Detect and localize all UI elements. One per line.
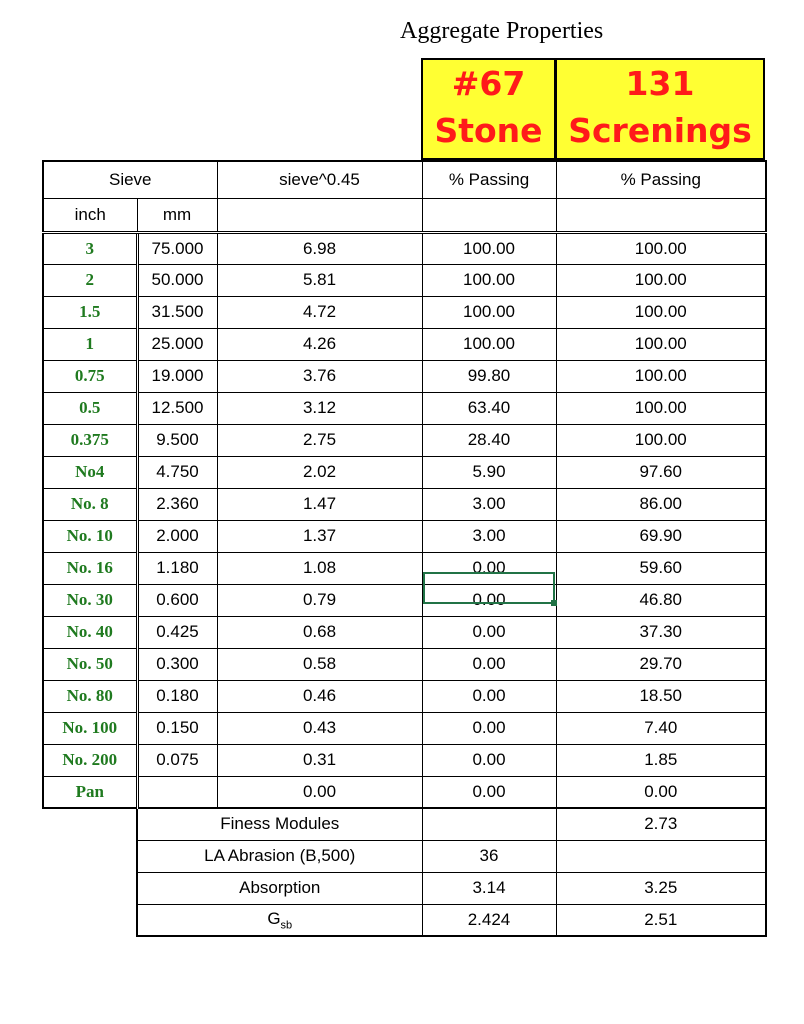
summary-label[interactable]: LA Abrasion (B,500) xyxy=(137,840,422,872)
material-name: Screnings xyxy=(568,111,752,150)
sieve-exp-cell[interactable]: 0.43 xyxy=(217,712,422,744)
material-code: #67 xyxy=(451,64,526,103)
passing-screenings-cell[interactable]: 100.00 xyxy=(556,232,766,264)
passing-screenings-cell[interactable]: 37.30 xyxy=(556,616,766,648)
passing-header-1[interactable]: % Passing xyxy=(422,161,556,198)
table-row xyxy=(43,520,766,552)
summary-row xyxy=(43,872,766,904)
passing-stone-cell[interactable]: 100.00 xyxy=(422,328,556,360)
summary-screenings-value[interactable]: 2.73 xyxy=(556,808,766,840)
passing-screenings-cell[interactable]: 18.50 xyxy=(556,680,766,712)
sieve-exp-cell[interactable]: 4.26 xyxy=(217,328,422,360)
sieve-exp-cell[interactable]: 1.08 xyxy=(217,552,422,584)
sieve-mm-cell[interactable]: 1.180 xyxy=(137,552,217,584)
summary-row xyxy=(43,840,766,872)
passing-stone-cell[interactable]: 100.00 xyxy=(422,296,556,328)
sieve-mm-cell[interactable]: 0.300 xyxy=(137,648,217,680)
summary-stone-value[interactable]: 2.424 xyxy=(422,904,556,936)
summary-stone-value[interactable]: 3.14 xyxy=(422,872,556,904)
table-row xyxy=(43,232,766,264)
sieve-exp-cell[interactable]: 5.81 xyxy=(217,264,422,296)
passing-screenings-cell[interactable]: 29.70 xyxy=(556,648,766,680)
passing-stone-cell[interactable]: 3.00 xyxy=(422,520,556,552)
mm-header[interactable]: mm xyxy=(137,198,217,232)
sieve-inch-cell[interactable]: 0.75 xyxy=(43,360,137,392)
summary-stone-value[interactable]: 36 xyxy=(422,840,556,872)
sieve-inch-cell[interactable]: No. 30 xyxy=(43,584,137,616)
gsb-subscript: sb xyxy=(280,918,293,931)
passing-stone-cell[interactable]: 3.00 xyxy=(422,488,556,520)
passing-stone-cell[interactable]: 28.40 xyxy=(422,424,556,456)
passing-screenings-cell[interactable]: 86.00 xyxy=(556,488,766,520)
summary-row xyxy=(43,904,766,936)
passing-screenings-cell[interactable]: 69.90 xyxy=(556,520,766,552)
sieve-mm-cell[interactable]: 9.500 xyxy=(137,424,217,456)
passing-screenings-cell[interactable]: 59.60 xyxy=(556,552,766,584)
summary-screenings-value[interactable]: 2.51 xyxy=(556,904,766,936)
passing-stone-cell[interactable]: 99.80 xyxy=(422,360,556,392)
table-row xyxy=(43,616,766,648)
sieve-inch-cell[interactable]: No. 50 xyxy=(43,648,137,680)
empty-cell[interactable] xyxy=(217,198,422,232)
passing-screenings-cell[interactable]: 100.00 xyxy=(556,360,766,392)
header-row xyxy=(43,161,766,198)
passing-screenings-cell[interactable]: 97.60 xyxy=(556,456,766,488)
passing-header-2[interactable]: % Passing xyxy=(556,161,766,198)
table-row xyxy=(43,776,766,808)
table-row xyxy=(43,680,766,712)
material-header-stone[interactable] xyxy=(421,58,556,160)
sieve-mm-cell[interactable]: 0.600 xyxy=(137,584,217,616)
passing-stone-cell[interactable]: 0.00 xyxy=(422,616,556,648)
sieve-mm-cell[interactable]: 12.500 xyxy=(137,392,217,424)
table-row xyxy=(43,584,766,616)
sieve-inch-cell[interactable]: No. 16 xyxy=(43,552,137,584)
empty-cell[interactable] xyxy=(422,198,556,232)
passing-screenings-cell[interactable]: 100.00 xyxy=(556,392,766,424)
table-row xyxy=(43,296,766,328)
summary-screenings-value[interactable] xyxy=(556,840,766,872)
material-header-screenings[interactable] xyxy=(555,58,765,160)
table-row xyxy=(43,424,766,456)
sieve-table xyxy=(42,160,767,937)
empty-cell[interactable] xyxy=(556,198,766,232)
passing-screenings-cell[interactable]: 100.00 xyxy=(556,296,766,328)
passing-screenings-cell[interactable]: 0.00 xyxy=(556,776,766,808)
sieve-inch-cell[interactable]: No. 8 xyxy=(43,488,137,520)
sieve-inch-cell[interactable]: No. 200 xyxy=(43,744,137,776)
sieve-inch-cell[interactable]: 3 xyxy=(43,232,137,264)
sieve-mm-cell[interactable]: 0.180 xyxy=(137,680,217,712)
gsb-main: G xyxy=(267,908,281,928)
sieve-inch-cell[interactable]: No. 80 xyxy=(43,680,137,712)
table-row xyxy=(43,328,766,360)
sieve-mm-cell[interactable]: 50.000 xyxy=(137,264,217,296)
table-row xyxy=(43,712,766,744)
passing-stone-cell[interactable]: 0.00 xyxy=(422,680,556,712)
spacer-cell xyxy=(43,840,137,872)
table-row xyxy=(43,360,766,392)
material-code: 131 xyxy=(625,64,695,103)
sieve-inch-cell[interactable]: No. 40 xyxy=(43,616,137,648)
sieve-inch-cell[interactable]: 2 xyxy=(43,264,137,296)
subheader-row xyxy=(43,198,766,232)
passing-stone-cell[interactable]: 100.00 xyxy=(422,232,556,264)
spacer-cell xyxy=(43,808,137,840)
passing-stone-cell[interactable]: 0.00 xyxy=(422,712,556,744)
sieve-inch-cell[interactable]: 1 xyxy=(43,328,137,360)
sieve-inch-cell[interactable]: No. 10 xyxy=(43,520,137,552)
sieve-header[interactable]: Sieve xyxy=(43,161,217,198)
selected-cell-highlight xyxy=(423,572,555,604)
sieve-mm-cell[interactable]: 25.000 xyxy=(137,328,217,360)
passing-stone-cell[interactable]: 0.00 xyxy=(422,648,556,680)
table-row xyxy=(43,456,766,488)
passing-stone-cell[interactable]: 0.00 xyxy=(422,744,556,776)
sieve-exp-cell[interactable]: 4.72 xyxy=(217,296,422,328)
sieve-exp-cell[interactable]: 3.76 xyxy=(217,360,422,392)
sieve-mm-cell[interactable]: 0.150 xyxy=(137,712,217,744)
sieve-mm-cell[interactable]: 31.500 xyxy=(137,296,217,328)
passing-screenings-cell[interactable]: 100.00 xyxy=(556,264,766,296)
material-name: Stone xyxy=(434,111,543,150)
spacer-cell xyxy=(43,872,137,904)
spacer-cell xyxy=(43,904,137,936)
summary-row xyxy=(43,808,766,840)
sieve-exp-header[interactable]: sieve^0.45 xyxy=(217,161,422,198)
sieve-mm-cell[interactable]: 2.360 xyxy=(137,488,217,520)
sieve-mm-cell[interactable] xyxy=(137,776,217,808)
table-row xyxy=(43,744,766,776)
passing-screenings-cell[interactable]: 100.00 xyxy=(556,328,766,360)
sieve-exp-cell[interactable]: 1.47 xyxy=(217,488,422,520)
sieve-inch-cell[interactable]: 0.375 xyxy=(43,424,137,456)
passing-stone-cell[interactable]: 0.00 xyxy=(422,552,556,584)
sieve-mm-cell[interactable]: 19.000 xyxy=(137,360,217,392)
sieve-mm-cell[interactable]: 0.075 xyxy=(137,744,217,776)
table-row xyxy=(43,488,766,520)
table-row xyxy=(43,648,766,680)
sieve-mm-cell[interactable]: 4.750 xyxy=(137,456,217,488)
sieve-mm-cell[interactable]: 75.000 xyxy=(137,232,217,264)
sieve-exp-cell[interactable]: 0.00 xyxy=(217,776,422,808)
sieve-exp-cell[interactable]: 0.46 xyxy=(217,680,422,712)
sieve-mm-cell[interactable]: 0.425 xyxy=(137,616,217,648)
table-row xyxy=(43,264,766,296)
sieve-exp-cell[interactable]: 0.68 xyxy=(217,616,422,648)
sieve-exp-cell[interactable]: 1.37 xyxy=(217,520,422,552)
passing-screenings-cell[interactable]: 1.85 xyxy=(556,744,766,776)
sieve-inch-cell[interactable]: 0.5 xyxy=(43,392,137,424)
sieve-inch-cell[interactable]: No4 xyxy=(43,456,137,488)
inch-header[interactable]: inch xyxy=(43,198,137,232)
passing-stone-cell[interactable]: 5.90 xyxy=(422,456,556,488)
summary-label[interactable]: Finess Modules xyxy=(137,808,422,840)
summary-label[interactable] xyxy=(137,904,422,936)
summary-label[interactable]: Absorption xyxy=(137,872,422,904)
summary-stone-value[interactable] xyxy=(422,808,556,840)
sieve-exp-cell[interactable]: 2.75 xyxy=(217,424,422,456)
sieve-exp-cell[interactable]: 6.98 xyxy=(217,232,422,264)
sieve-mm-cell[interactable]: 2.000 xyxy=(137,520,217,552)
sieve-inch-cell[interactable]: Pan xyxy=(43,776,137,808)
sieve-inch-cell[interactable]: No. 100 xyxy=(43,712,137,744)
sieve-exp-cell[interactable]: 0.79 xyxy=(217,584,422,616)
passing-stone-cell[interactable]: 0.00 xyxy=(422,584,556,616)
summary-screenings-value[interactable]: 3.25 xyxy=(556,872,766,904)
passing-screenings-cell[interactable]: 46.80 xyxy=(556,584,766,616)
sieve-exp-cell[interactable]: 3.12 xyxy=(217,392,422,424)
table-row xyxy=(43,392,766,424)
sieve-exp-cell[interactable]: 2.02 xyxy=(217,456,422,488)
sieve-inch-cell[interactable]: 1.5 xyxy=(43,296,137,328)
sieve-exp-cell[interactable]: 0.31 xyxy=(217,744,422,776)
passing-stone-cell[interactable]: 63.40 xyxy=(422,392,556,424)
table-row xyxy=(43,552,766,584)
passing-screenings-cell[interactable]: 7.40 xyxy=(556,712,766,744)
passing-stone-cell[interactable]: 100.00 xyxy=(422,264,556,296)
passing-stone-cell[interactable]: 0.00 xyxy=(422,776,556,808)
sieve-exp-cell[interactable]: 0.58 xyxy=(217,648,422,680)
passing-screenings-cell[interactable]: 100.00 xyxy=(556,424,766,456)
page-title: Aggregate Properties xyxy=(400,18,604,44)
